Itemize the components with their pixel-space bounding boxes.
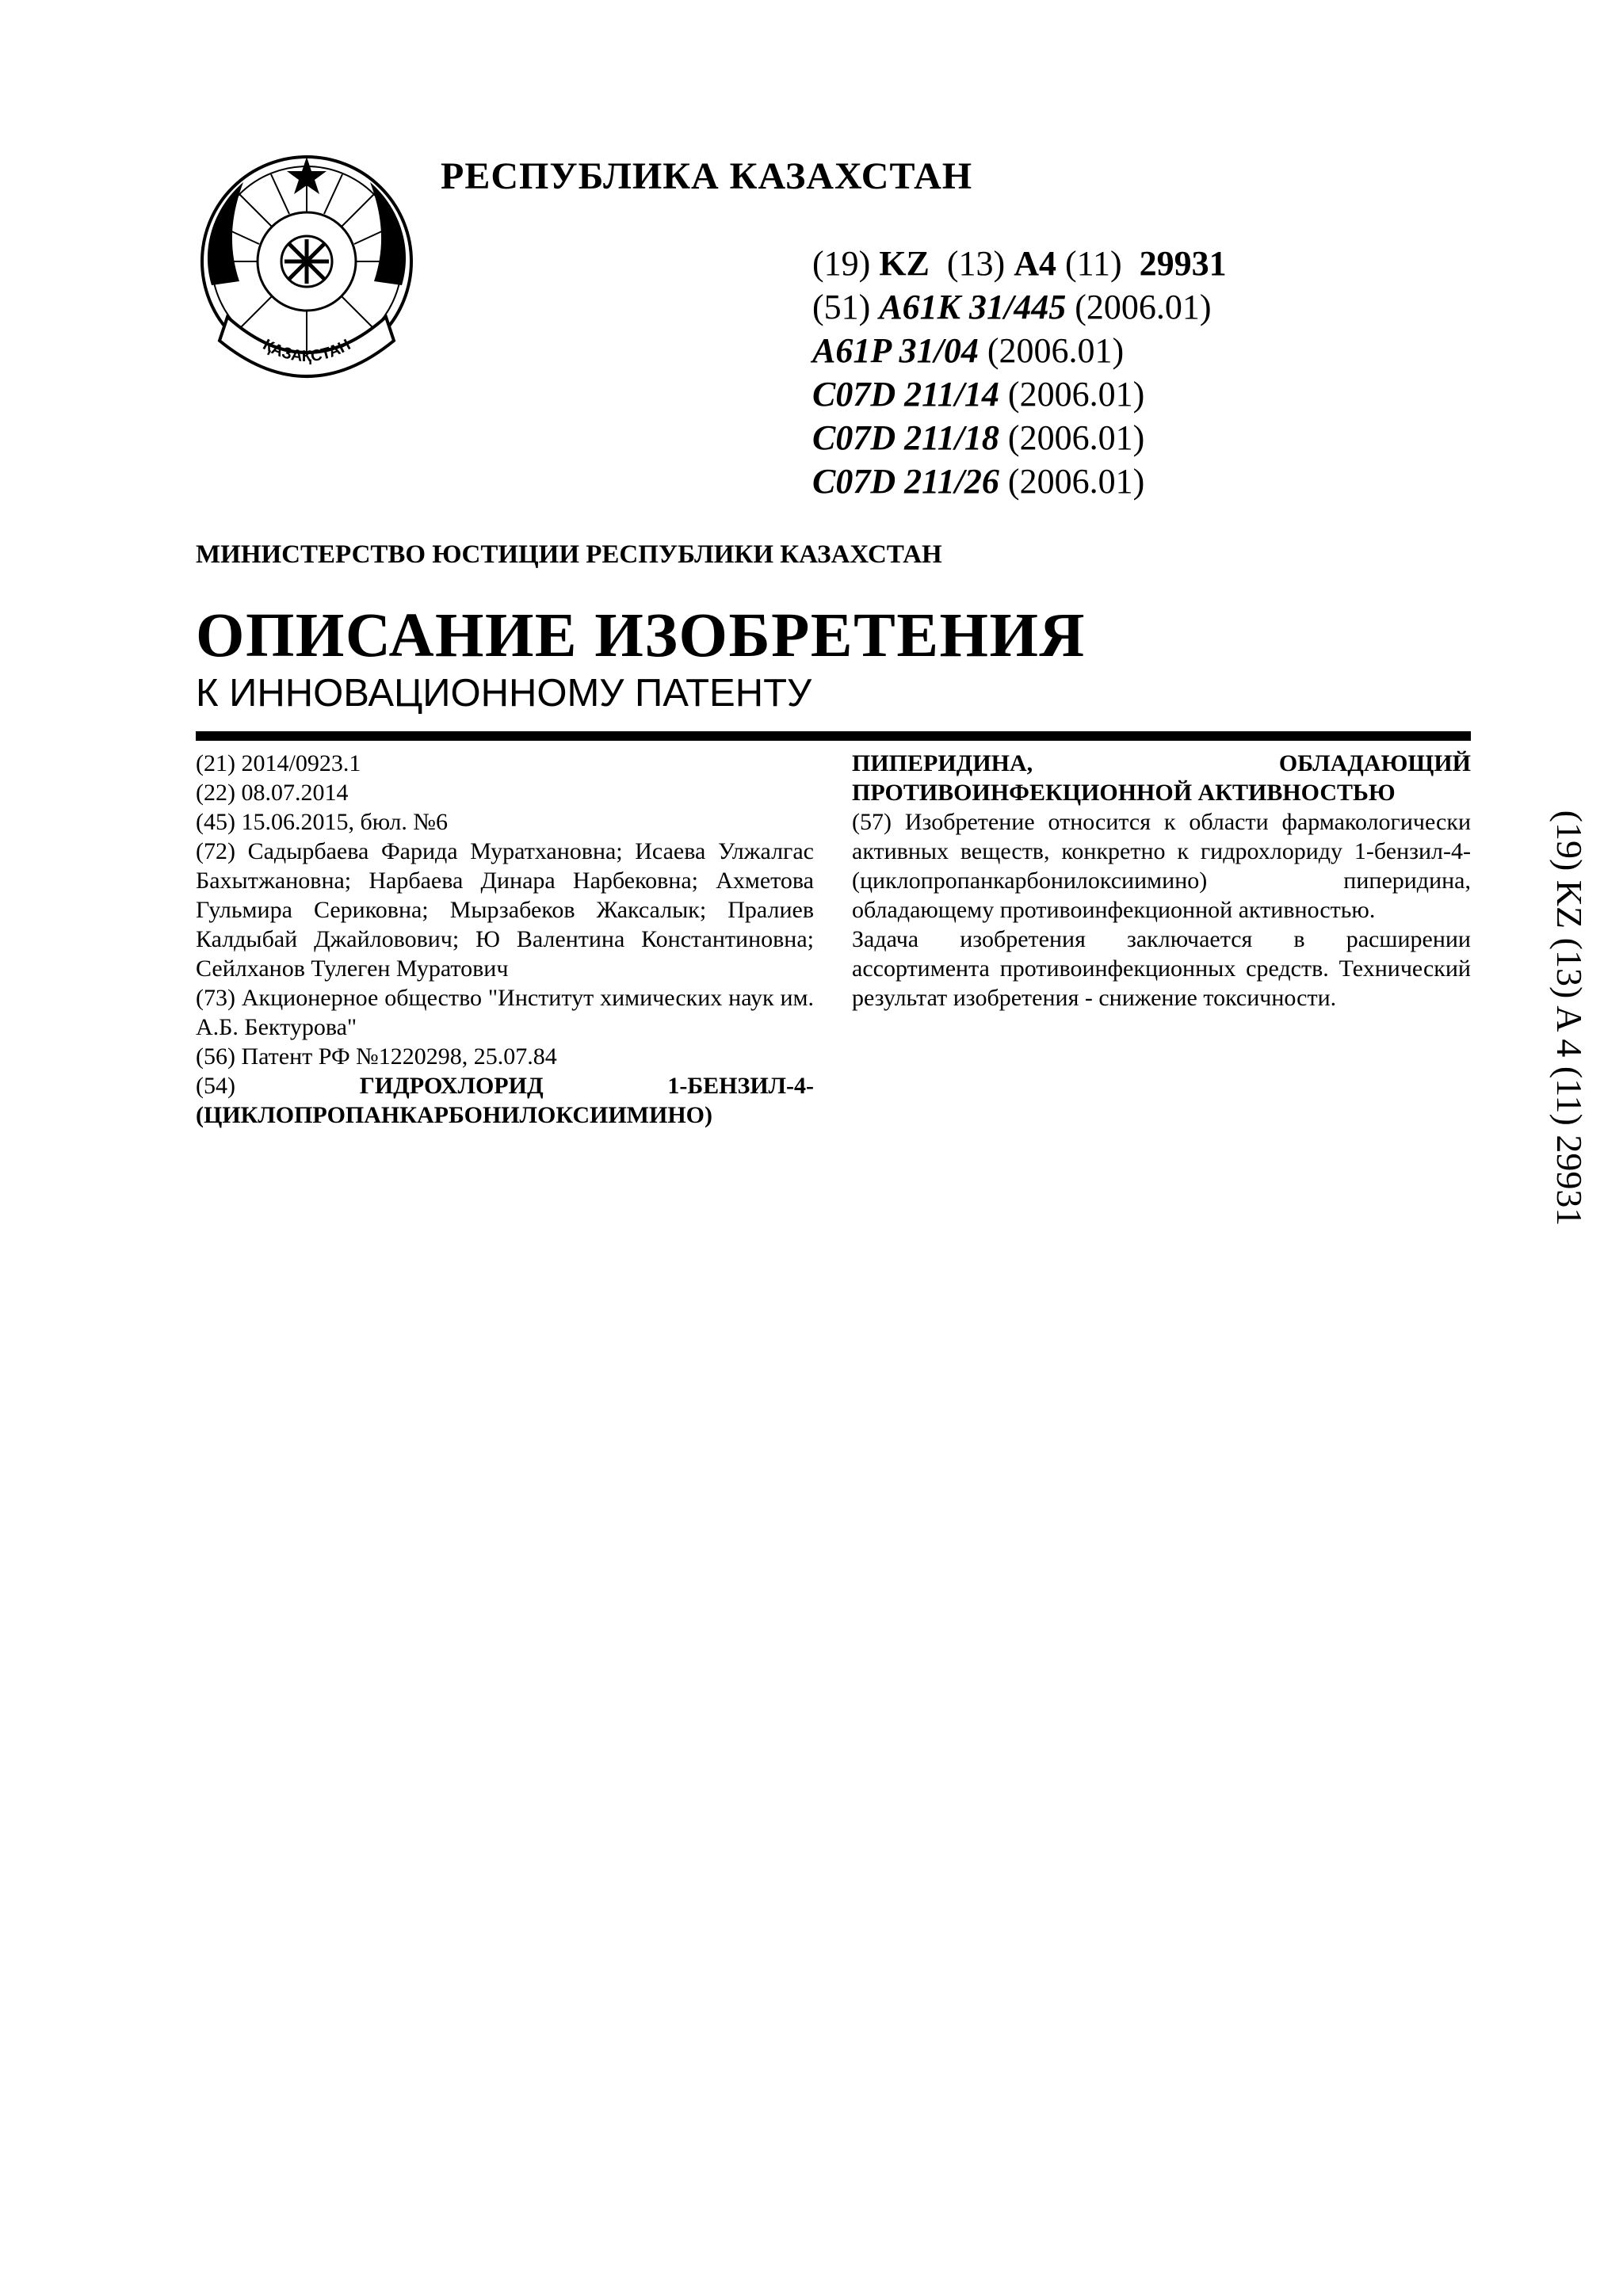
ipc-version: (2006.01) bbox=[1007, 418, 1145, 457]
inid-51: (51) bbox=[812, 288, 871, 326]
country-name: РЕСПУБЛИКА КАЗАХСТАН bbox=[441, 155, 973, 197]
side-label-text: (19) KZ (13) A 4 (11) 29931 bbox=[1549, 810, 1590, 1226]
bibliographic-left-column bbox=[196, 749, 814, 1130]
document-subtitle: К ИННОВАЦИОННОМУ ПАТЕНТУ bbox=[196, 672, 812, 715]
field-73-owner: (73) Акционерное общество "Институт химических наук им. А.Б. Бектурова" bbox=[196, 985, 814, 1040]
field-45: (45) 15.06.2015, бюл. №6 bbox=[196, 809, 449, 835]
patent-number: 29931 bbox=[1139, 244, 1227, 283]
field-72-inventors: (72) Садырбаева Фарида Муратхановна; Исаева Улжалгас Бахытжановна; Нарбаева Динара Нарбековна; Ахметова Гульмира Сериковна; Мырзабеков Жаксалык; Пралиев Калдыбай Джайловович; Ю Валентина Константиновна; Сейлханов Тулеген Муратович bbox=[196, 838, 814, 982]
field-22: (22) 08.07.2014 bbox=[196, 780, 349, 806]
field-21: (21) 2014/0923.1 bbox=[196, 750, 361, 776]
ipc-version: (2006.01) bbox=[1007, 462, 1145, 501]
field-56-references: (56) Патент РФ №1220298, 25.07.84 bbox=[196, 1043, 557, 1070]
ipc-line bbox=[812, 285, 1227, 329]
field-57-abstract: (57) Изобретение относится к области фармакологически активных веществ, конкретно к гидрохлориду 1-бензил-4-(циклопропанкарбонилоксиимино) пиперидина, обладающему противоинфекционной активностью. bbox=[852, 809, 1471, 923]
side-publication-label bbox=[1545, 788, 1593, 1248]
document-kind: A4 bbox=[1014, 244, 1056, 283]
country-code: KZ bbox=[879, 244, 930, 283]
publication-codes bbox=[812, 242, 1227, 503]
ipc-code: C07D 211/18 bbox=[812, 418, 999, 457]
title-rule bbox=[196, 731, 1471, 741]
ipc-version: (2006.01) bbox=[1075, 288, 1212, 326]
inid-11: (11) bbox=[1064, 244, 1122, 283]
state-emblem bbox=[196, 151, 418, 380]
ipc-line bbox=[812, 416, 1227, 460]
ministry-name: МИНИСТЕРСТВО ЮСТИЦИИ РЕСПУБЛИКИ КАЗАХСТАН bbox=[196, 540, 942, 569]
ipc-line bbox=[812, 460, 1227, 503]
abstract-task: Задача изобретения заключается в расширении ассортимента противоинфекционных средств. Технический результат изобретения - снижение токсичности. bbox=[852, 926, 1471, 1011]
publication-number-line bbox=[812, 242, 1227, 285]
field-54-title bbox=[196, 1071, 814, 1130]
ipc-version: (2006.01) bbox=[987, 331, 1125, 370]
invention-title-part1: ГИДРОХЛОРИД 1-БЕНЗИЛ-4-(ЦИКЛОПРОПАНКАРБОНИЛОКСИИМИНО) bbox=[196, 1073, 815, 1128]
document-title: ОПИСАНИЕ ИЗОБРЕТЕНИЯ bbox=[196, 601, 1086, 670]
emblem-text: ҚАЗАҚСТАН bbox=[259, 336, 354, 366]
ipc-version: (2006.01) bbox=[1007, 375, 1145, 414]
ipc-code: A61K 31/445 bbox=[879, 288, 1067, 326]
ipc-code: C07D 211/14 bbox=[812, 375, 999, 414]
ipc-line bbox=[812, 372, 1227, 416]
ipc-line bbox=[812, 329, 1227, 372]
invention-title-part2: ПИПЕРИДИНА, ОБЛАДАЮЩИЙ ПРОТИВОИНФЕКЦИОННОЙ АКТИВНОСТЬЮ bbox=[852, 750, 1471, 806]
inid-54: (54) bbox=[196, 1073, 235, 1099]
bibliographic-right-column bbox=[852, 749, 1471, 1013]
inid-13: (13) bbox=[946, 244, 1006, 283]
ipc-code: A61P 31/04 bbox=[812, 331, 979, 370]
ipc-code: C07D 211/26 bbox=[812, 462, 999, 501]
inid-19: (19) bbox=[812, 244, 871, 283]
